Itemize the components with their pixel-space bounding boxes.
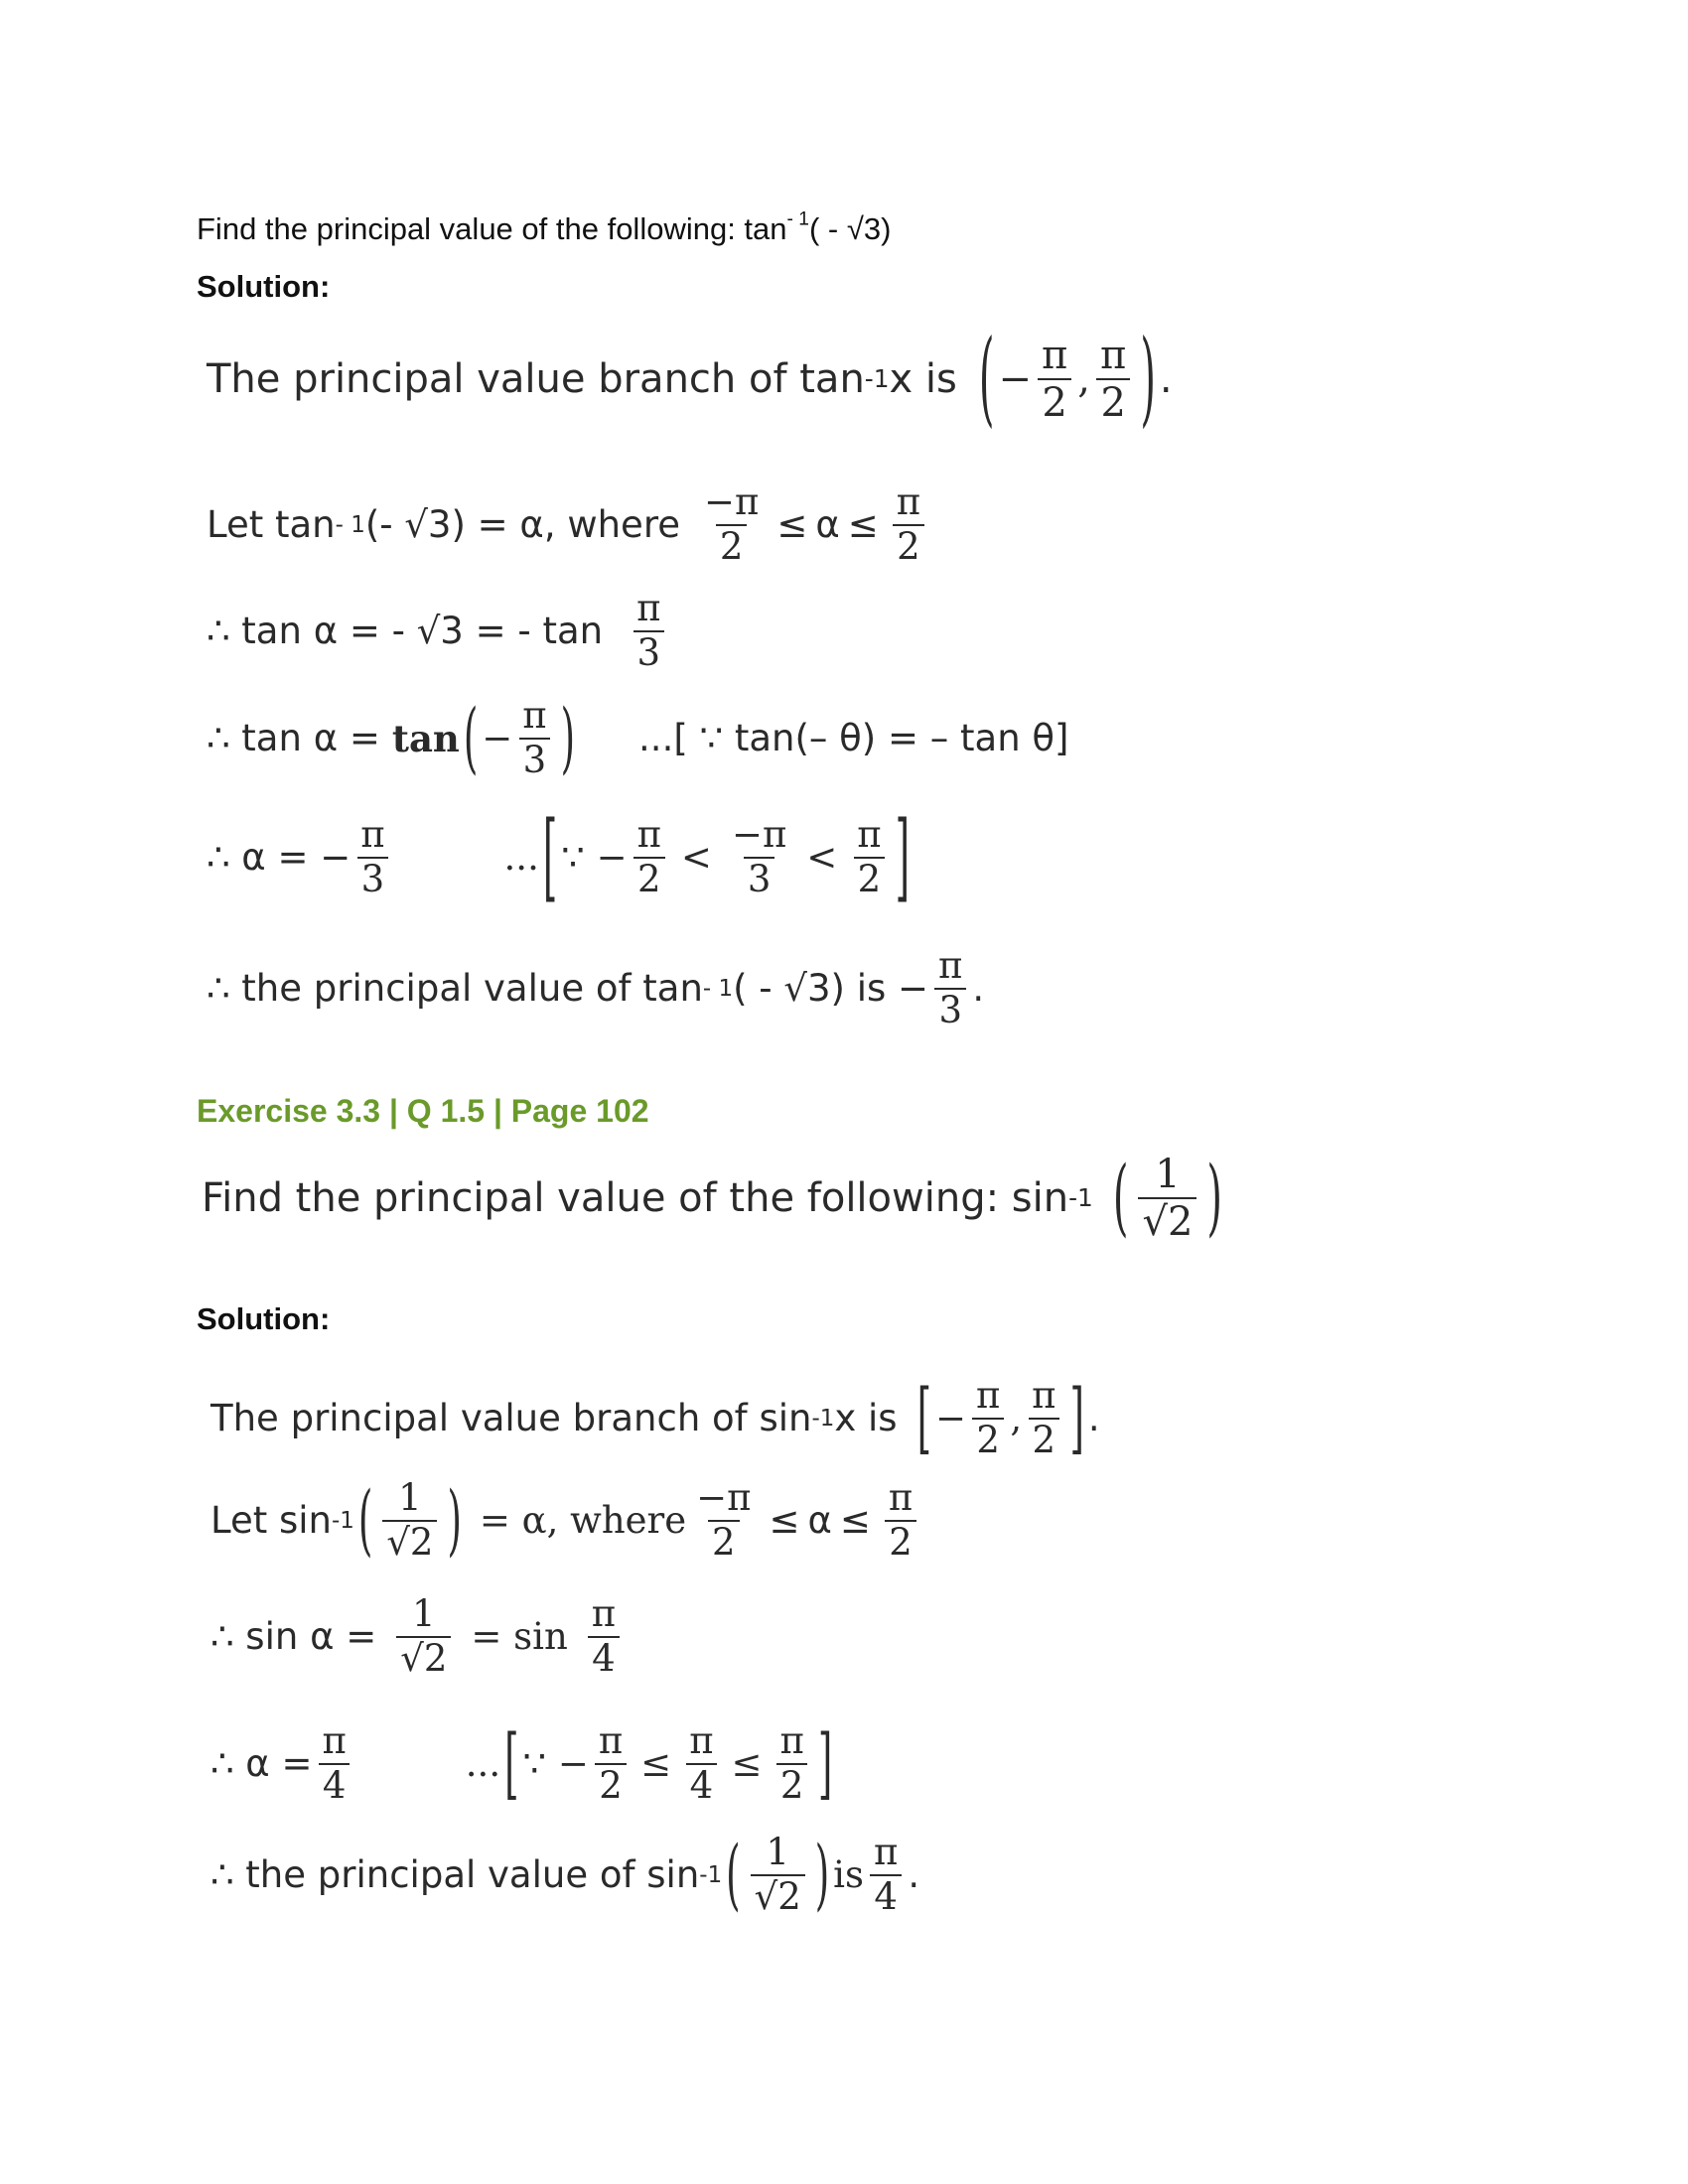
q1-conclusion-line: ∴ the principal value of tan - 1 ( - √3) is − $\frac{\pi}{3}$ .	[207, 944, 985, 1031]
q2-alpha-value-line: ∴ α = $\frac{\pi}{4}$ ... [ ∵ − $\frac{\pi}{2}$ ≤ $\frac{\pi}{4}$ ≤ $\frac{\pi}{2}$ ]	[211, 1718, 833, 1809]
q2-sin-alpha-line: ∴ sin α = $\frac{1}{√2}$ = sin $\frac{\pi}{4}$	[211, 1593, 626, 1680]
q1-let-line: Let tan - 1 (- √3) = α, where $\frac{-\pi}{2}$ ≤ α ≤ $\frac{\pi}{2}$	[207, 481, 930, 568]
q1-tan-alpha-line: ∴ tan α = - √3 = - tan $\frac{\pi}{3}$	[207, 588, 670, 674]
open-paren: (	[978, 320, 995, 439]
q2-let-line: Let sin -1 ( $\frac{1}{√2}$ ) = α, where $\frac{-\pi}{2}$ ≤ α ≤ $\frac{\pi}{2}$	[211, 1477, 922, 1564]
exercise-reference-link[interactable]: Exercise 3.3 | Q 1.5 | Page 102	[197, 1093, 649, 1129]
question-1-text: Find the principal value of the following: $\tan^{- 1}( - √3)$	[197, 208, 892, 246]
solution-label-2: Solution:	[197, 1301, 331, 1336]
q1-tan-alpha-equals-line: ∴ tan α = tan ( − $\frac{\pi}{3}$ ) ...[ ∵ tan(– θ) = – tan θ]	[207, 693, 1069, 783]
question-2-text: Find the principal value of the following: sin -1 ( $\frac{1}{√2}$ )	[202, 1150, 1222, 1247]
q1-branch-line: The principal value branch of tan -1 x is ( − $\frac{\pi}{2}$ , $\frac{\pi}{2}$ ) .	[207, 320, 1173, 439]
q2-branch-line: The principal value branch of sin -1 x is [ − $\frac{\pi}{2}$ , $\frac{\pi}{2}$ ] .	[211, 1373, 1100, 1463]
q2-conclusion-line: ∴ the principal value of sin -1 ( $\frac{1}{√2}$ ) is $\frac{\pi}{4}$ .	[211, 1830, 920, 1920]
q1-alpha-value-line: ∴ α = − $\frac{\pi}{3}$ ... [ ∵ − $\frac{\pi}{2}$ < $\frac{-\pi}{3}$ < $\frac{\pi}{2}$ ]	[207, 801, 911, 913]
solution-label-1: Solution:	[197, 269, 331, 304]
close-paren: )	[1140, 320, 1156, 439]
